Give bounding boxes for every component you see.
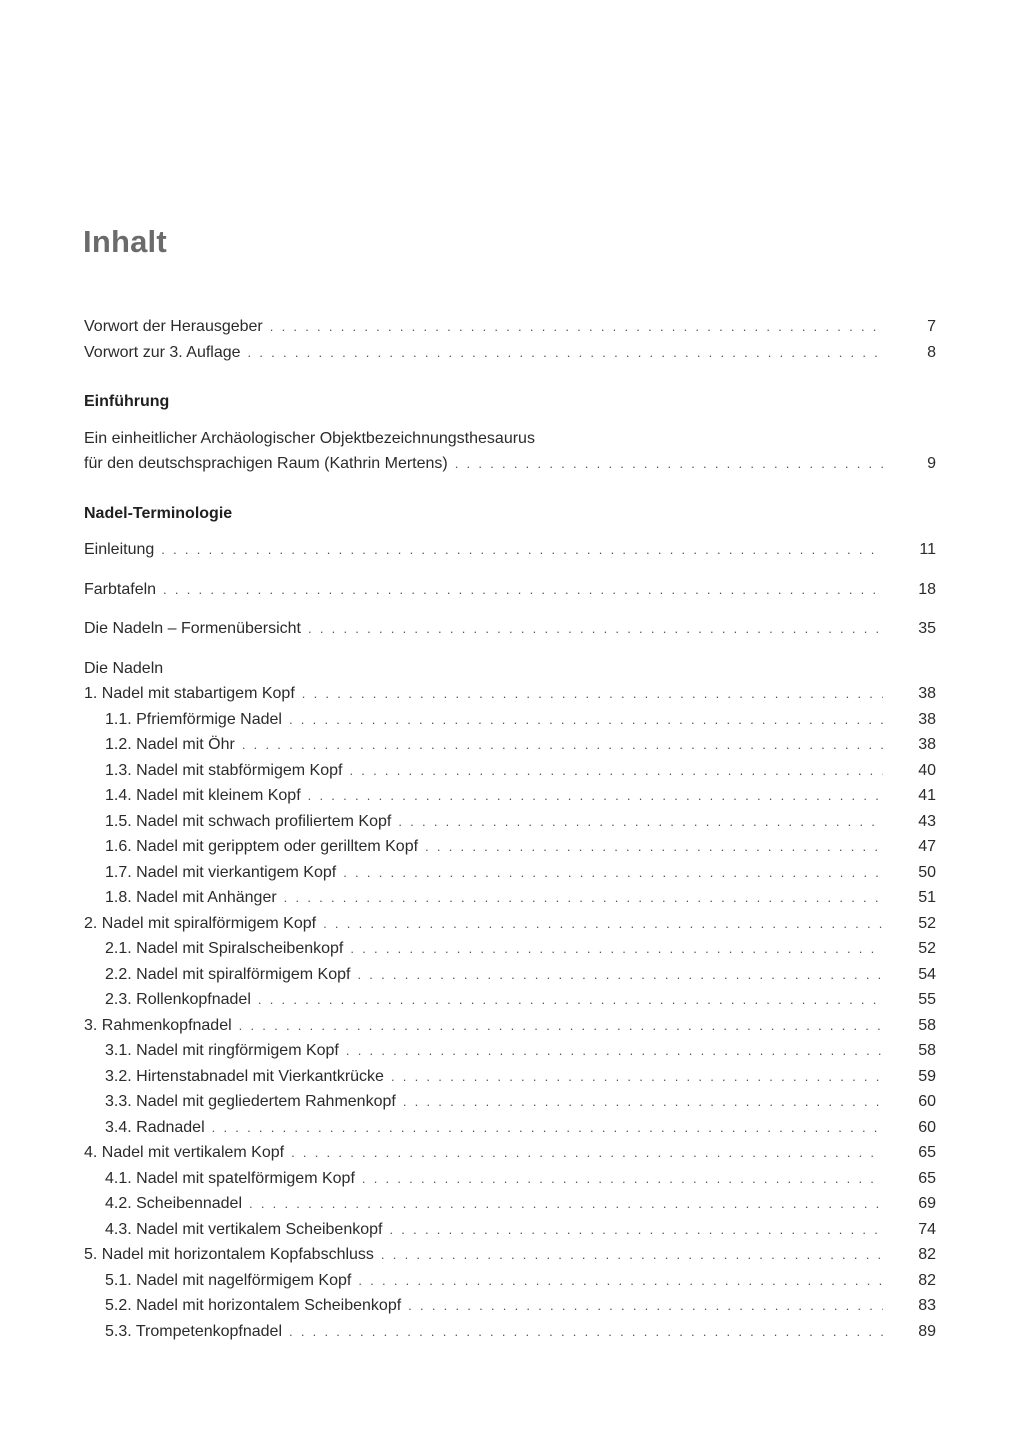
dot-leader bbox=[403, 1089, 883, 1115]
toc-entry-page: 43 bbox=[918, 812, 936, 830]
dot-leader bbox=[212, 1115, 883, 1141]
toc-entry-page: 69 bbox=[918, 1195, 936, 1212]
dot-leader bbox=[289, 707, 883, 733]
toc-entry-label: 1.6. Nadel mit geripptem oder gerilltem Kopf bbox=[105, 838, 419, 855]
toc-subentry[interactable] bbox=[84, 707, 936, 733]
toc-entry-label: 4.2. Scheibennadel bbox=[105, 1195, 242, 1212]
toc-entry-page: 18 bbox=[918, 580, 936, 598]
toc-entry-page: 58 bbox=[918, 1016, 936, 1034]
toc-subentry[interactable] bbox=[84, 1268, 936, 1294]
toc-entry-page: 8 bbox=[927, 343, 936, 361]
toc-entry-label: Vorwort zur 3. Auflage bbox=[84, 343, 241, 361]
toc-entry-page: 74 bbox=[918, 1220, 936, 1238]
toc-subentry[interactable] bbox=[84, 936, 936, 962]
toc-entry-page: 40 bbox=[918, 761, 936, 779]
dot-leader bbox=[284, 885, 883, 911]
toc-entry-label: 3.4. Radnadel bbox=[105, 1118, 205, 1136]
toc-subentry[interactable] bbox=[84, 1217, 936, 1243]
toc-entry-einleitung[interactable] bbox=[84, 537, 936, 563]
toc-subheading-die-nadeln: Die Nadeln bbox=[84, 659, 164, 677]
toc-entry-page: 65 bbox=[918, 1144, 936, 1161]
toc-subentry[interactable] bbox=[84, 962, 936, 988]
toc-entry-label: 4.1. Nadel mit spatelförmigem Kopf bbox=[105, 1169, 355, 1187]
toc-entry-page: 51 bbox=[918, 889, 936, 906]
toc-entry-label: 5.1. Nadel mit nagelförmigem Kopf bbox=[105, 1271, 352, 1289]
dot-leader bbox=[381, 1242, 883, 1268]
toc-entry[interactable] bbox=[84, 681, 936, 707]
toc-entry-page: 11 bbox=[919, 541, 936, 558]
dot-leader bbox=[163, 577, 883, 603]
toc-entry-page: 47 bbox=[918, 838, 936, 855]
dot-leader bbox=[357, 962, 883, 988]
dot-leader bbox=[343, 860, 883, 886]
toc-entry-page: 60 bbox=[918, 1118, 936, 1136]
section-heading-nadel-terminologie: Nadel-Terminologie bbox=[84, 504, 233, 522]
dot-leader bbox=[391, 1064, 883, 1090]
toc-entry-vorwort-auflage[interactable] bbox=[84, 340, 936, 366]
toc-subentry[interactable] bbox=[84, 885, 936, 911]
dot-leader bbox=[346, 1038, 883, 1064]
toc-entry-label: Vorwort der Herausgeber bbox=[84, 318, 263, 335]
toc-entry-page: 83 bbox=[918, 1297, 936, 1314]
toc-entry-label: 4. Nadel mit vertikalem Kopf bbox=[84, 1144, 285, 1161]
toc-entry[interactable] bbox=[84, 911, 936, 937]
toc-subentry[interactable] bbox=[84, 987, 936, 1013]
toc-entry[interactable] bbox=[84, 1242, 936, 1268]
toc-entry-page: 55 bbox=[918, 991, 936, 1008]
toc-entry-page: 38 bbox=[918, 685, 936, 702]
toc-entry-label: 5. Nadel mit horizontalem Kopfabschluss bbox=[84, 1246, 374, 1263]
toc-entry[interactable] bbox=[84, 1140, 936, 1166]
toc-entry-label: 1.4. Nadel mit kleinem Kopf bbox=[105, 787, 301, 804]
toc-entry-page: 82 bbox=[918, 1271, 936, 1289]
toc-entry-label: 4.3. Nadel mit vertikalem Scheibenkopf bbox=[105, 1220, 383, 1238]
dot-leader bbox=[389, 1217, 883, 1243]
toc-entry-label: 3.3. Nadel mit gegliedertem Rahmenkopf bbox=[105, 1093, 396, 1110]
toc-subentry[interactable] bbox=[84, 1166, 936, 1192]
toc-entry-page: 38 bbox=[918, 710, 936, 728]
dot-leader bbox=[408, 1293, 883, 1319]
toc-subentry[interactable] bbox=[84, 860, 936, 886]
dot-leader bbox=[398, 809, 883, 835]
toc-entry-label: 2. Nadel mit spiralförmigem Kopf bbox=[84, 914, 317, 932]
toc-entry-page: 52 bbox=[918, 914, 936, 932]
dot-leader bbox=[358, 1268, 883, 1294]
toc-entry-page: 54 bbox=[918, 965, 936, 983]
toc-entry-page: 50 bbox=[918, 863, 936, 881]
dot-leader bbox=[258, 987, 883, 1013]
dot-leader bbox=[362, 1166, 883, 1192]
dot-leader bbox=[239, 1013, 883, 1039]
toc-subentry[interactable] bbox=[84, 1191, 936, 1217]
toc-entry-label: Die Nadeln – Formenübersicht bbox=[84, 620, 301, 637]
toc-entry[interactable] bbox=[84, 1013, 936, 1039]
toc-entry-label: Farbtafeln bbox=[84, 580, 157, 598]
dot-leader bbox=[270, 314, 883, 340]
table-of-contents bbox=[84, 314, 936, 1344]
toc-entry-label: 2.3. Rollenkopfnadel bbox=[105, 991, 251, 1008]
toc-entry-label: für den deutschsprachigen Raum (Kathrin Mertens) bbox=[84, 455, 448, 472]
toc-entry-page: 82 bbox=[918, 1246, 936, 1263]
dot-leader bbox=[302, 681, 883, 707]
toc-entry-label: 2.1. Nadel mit Spiralscheibenkopf bbox=[105, 940, 344, 957]
toc-entry-page: 59 bbox=[918, 1067, 936, 1085]
toc-subentry[interactable] bbox=[84, 1115, 936, 1141]
toc-entry-label: 1.1. Pfriemförmige Nadel bbox=[105, 710, 282, 728]
toc-entry-page: 35 bbox=[918, 620, 936, 637]
toc-entry-vorwort-herausgeber[interactable] bbox=[84, 314, 936, 340]
toc-entry-label: Einleitung bbox=[84, 541, 155, 558]
nadel-entry-list bbox=[84, 681, 936, 1344]
toc-entry-label: 3.2. Hirtenstabnadel mit Vierkantkrücke bbox=[105, 1067, 384, 1085]
toc-subentry[interactable] bbox=[84, 1319, 936, 1345]
dot-leader bbox=[350, 936, 883, 962]
dot-leader bbox=[248, 340, 883, 366]
dot-leader bbox=[249, 1191, 883, 1217]
toc-entry-farbtafeln[interactable] bbox=[84, 577, 936, 603]
toc-entry-label: 1.3. Nadel mit stabförmigem Kopf bbox=[105, 761, 343, 779]
toc-entry-label: 1.8. Nadel mit Anhänger bbox=[105, 889, 277, 906]
toc-subentry[interactable] bbox=[84, 758, 936, 784]
toc-entry-label: 5.2. Nadel mit horizontalem Scheibenkopf bbox=[105, 1297, 402, 1314]
dot-leader bbox=[455, 451, 883, 477]
toc-entry-label: 5.3. Trompetenkopfnadel bbox=[105, 1322, 283, 1340]
toc-entry-thesaurus[interactable] bbox=[84, 451, 936, 477]
toc-entry-label: 1.2. Nadel mit Öhr bbox=[105, 736, 235, 753]
toc-entry-page: 9 bbox=[927, 455, 936, 472]
section-heading-einfuehrung: Einführung bbox=[84, 393, 170, 410]
dot-leader bbox=[323, 911, 883, 937]
toc-subentry[interactable] bbox=[84, 732, 936, 758]
toc-entry-page: 60 bbox=[918, 1093, 936, 1110]
dot-leader bbox=[291, 1140, 883, 1166]
toc-entry-label: 3.1. Nadel mit ringförmigem Kopf bbox=[105, 1042, 339, 1059]
page-title: Inhalt bbox=[83, 224, 167, 259]
toc-entry-label: 2.2. Nadel mit spiralförmigem Kopf bbox=[105, 965, 351, 983]
dot-leader bbox=[308, 783, 883, 809]
dot-leader bbox=[161, 537, 883, 563]
dot-leader bbox=[242, 732, 883, 758]
toc-entry-formenuebersicht[interactable] bbox=[84, 616, 936, 642]
toc-entry-page: 65 bbox=[918, 1169, 936, 1187]
toc-subentry[interactable] bbox=[84, 809, 936, 835]
dot-leader bbox=[425, 834, 883, 860]
toc-entry-label: 3. Rahmenkopfnadel bbox=[84, 1016, 232, 1034]
toc-entry-label: 1.5. Nadel mit schwach profiliertem Kopf bbox=[105, 812, 392, 830]
toc-entry-label: 1. Nadel mit stabartigem Kopf bbox=[84, 685, 295, 702]
dot-leader bbox=[289, 1319, 883, 1345]
toc-entry-page: 58 bbox=[918, 1042, 936, 1059]
dot-leader bbox=[349, 758, 883, 784]
toc-subentry[interactable] bbox=[84, 1064, 936, 1090]
toc-entry-page: 38 bbox=[918, 736, 936, 753]
toc-entry-thesaurus-line1[interactable]: Ein einheitlicher Archäologischer Objektbezeichnungsthesaurus bbox=[84, 429, 535, 447]
toc-subentry[interactable] bbox=[84, 1089, 936, 1115]
toc-subentry[interactable] bbox=[84, 1293, 936, 1319]
toc-entry-page: 7 bbox=[927, 318, 936, 335]
toc-entry-page: 52 bbox=[918, 940, 936, 957]
toc-subentry[interactable] bbox=[84, 834, 936, 860]
toc-subentry[interactable] bbox=[84, 783, 936, 809]
toc-entry-label: 1.7. Nadel mit vierkantigem Kopf bbox=[105, 863, 337, 881]
toc-subentry[interactable] bbox=[84, 1038, 936, 1064]
dot-leader bbox=[308, 616, 883, 642]
toc-entry-page: 41 bbox=[918, 787, 936, 804]
toc-entry-page: 89 bbox=[918, 1322, 936, 1340]
